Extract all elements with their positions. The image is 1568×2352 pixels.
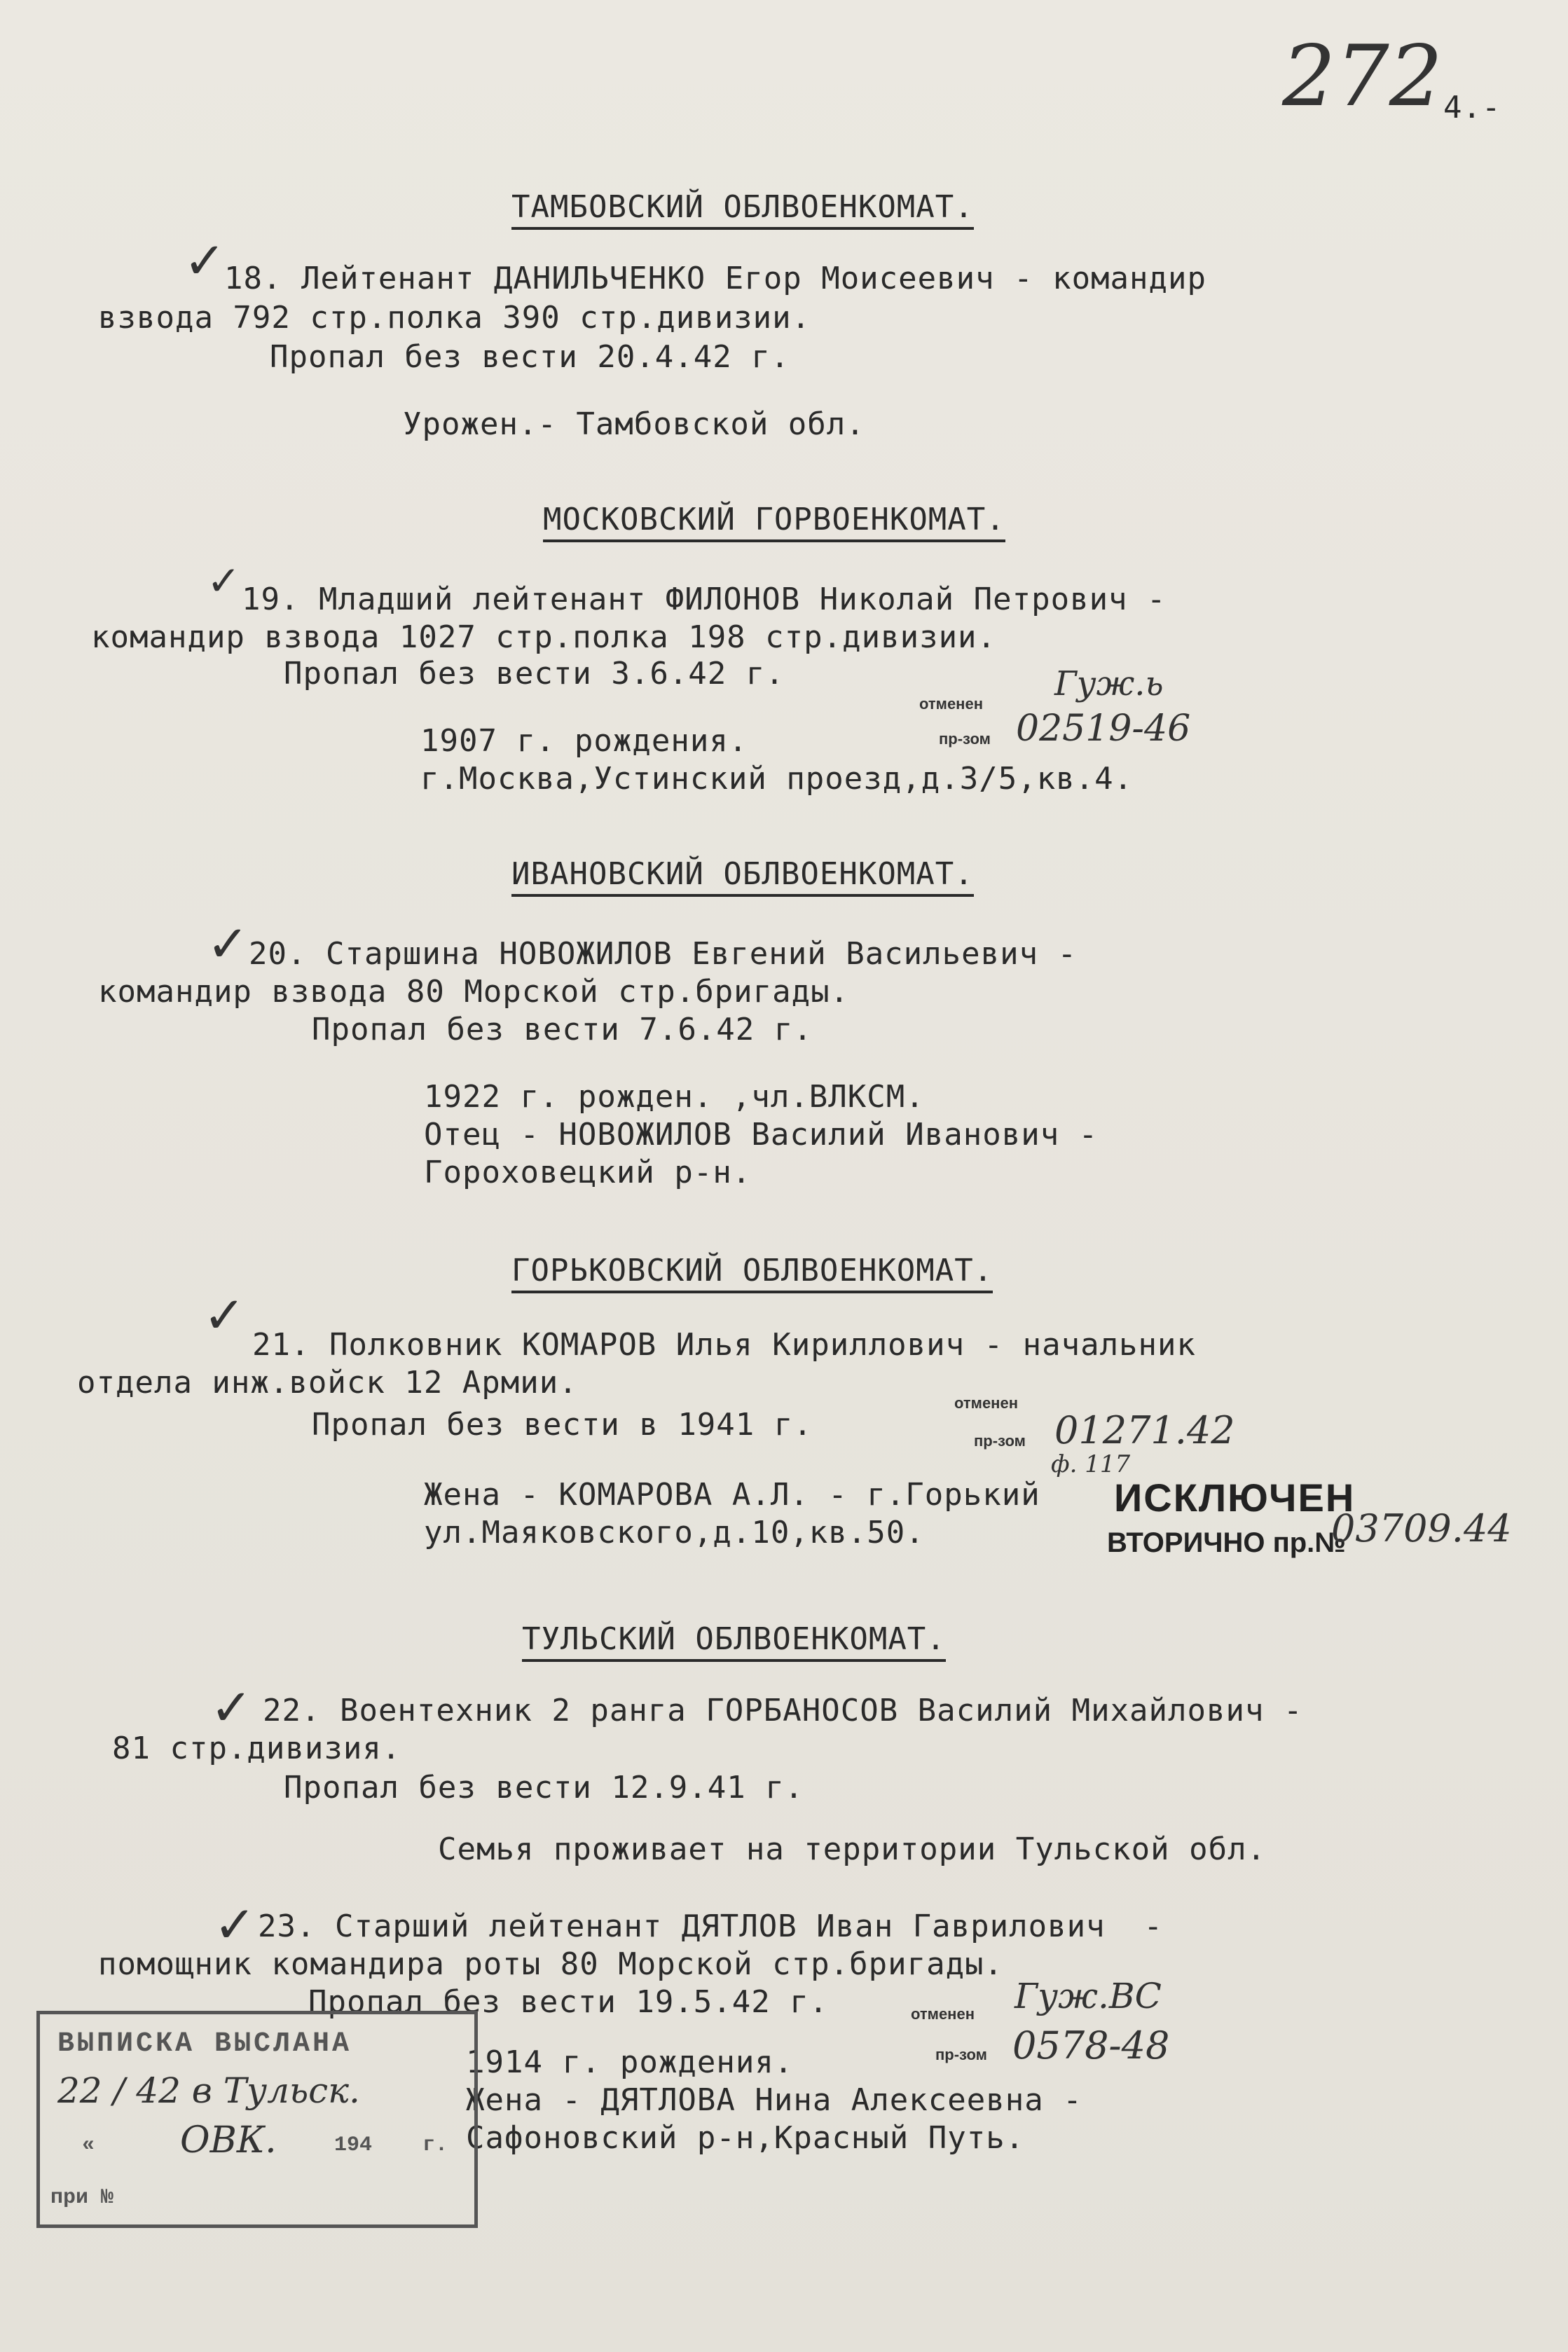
entry-23-line3: Пропал без вести 19.5.42 г.	[308, 1984, 829, 2020]
cancelled-label: отменен	[954, 1394, 1018, 1412]
entry-23-info3: Сафоновский р-н,Красный Путь.	[466, 2120, 1025, 2156]
entry-23-line1: 23. Старший лейтенант ДЯТЛОВ Иван Гаврилович -	[258, 1909, 1164, 1944]
excluded-stamp-order-prefix: ВТОРИЧНО пр.№	[1107, 1527, 1346, 1558]
entry-22-line2: 81 стр.дивизия.	[112, 1731, 401, 1766]
entry-23-info1: 1914 г. рождения.	[466, 2044, 794, 2080]
page-number: 4.-	[1443, 90, 1501, 125]
order-label: пр-зом	[939, 730, 991, 748]
section-header-moscow: МОСКОВСКИЙ ГОРВОЕНКОМАТ.	[543, 502, 1005, 542]
archive-number: 272	[1282, 28, 1443, 125]
order-label: пр-зом	[974, 1432, 1026, 1450]
entry-19-line2: командир взвода 1027 стр.полка 198 стр.дивизии.	[91, 619, 997, 655]
checkmark-icon: ✓	[207, 557, 241, 605]
stamp-title: ВЫПИСКА ВЫСЛАНА	[57, 2028, 352, 2060]
handwritten-note: Гуж.ВС	[1015, 1976, 1162, 2016]
checkmark-icon: ✓	[210, 1678, 253, 1737]
entry-19-line3: Пропал без вести 3.6.42 г.	[284, 656, 785, 692]
entry-18-info1: Урожен.- Тамбовской обл.	[403, 406, 865, 442]
entry-20-info1: 1922 г. рожден. ,чл.ВЛКСМ.	[424, 1079, 925, 1115]
stamp-handwritten-line2: ОВК.	[180, 2119, 277, 2161]
entry-21-info2: ул.Маяковского,д.10,кв.50.	[424, 1515, 925, 1550]
entry-19-line1: 19. Младший лейтенант ФИЛОНОВ Николай Петрович -	[242, 582, 1167, 617]
entry-18-line3: Пропал без вести 20.4.42 г.	[270, 339, 790, 375]
handwritten-order-number: 03709.44	[1331, 1506, 1512, 1550]
checkmark-icon: ✓	[207, 914, 249, 973]
entry-22-line1: 22. Воентехник 2 ранга ГОРБАНОСОВ Василий Михайлович -	[263, 1693, 1303, 1728]
handwritten-note: Гуж.ь	[1054, 664, 1164, 703]
handwritten-order-number: 02519-46	[1016, 708, 1191, 750]
entry-22-info1: Семья проживает на территории Тульской обл.	[438, 1831, 1267, 1867]
handwritten-order-number: 01271.42	[1054, 1408, 1235, 1452]
entry-21-info1: Жена - КОМАРОВА А.Л. - г.Горький	[424, 1477, 1040, 1513]
handwritten-fund-number: ф. 117	[1051, 1450, 1131, 1478]
entry-21-line1: 21. Полковник КОМАРОВ Илья Кириллович - начальник	[252, 1327, 1197, 1363]
section-header-tula: ТУЛЬСКИЙ ОБЛВОЕНКОМАТ.	[522, 1621, 946, 1662]
stamp-handwritten-line1: 22 / 42 в Тульск.	[57, 2070, 360, 2111]
entry-18-line2: взвода 792 стр.полка 390 стр.дивизии.	[98, 300, 811, 336]
section-header-gorky: ГОРЬКОВСКИЙ ОБЛВОЕНКОМАТ.	[511, 1253, 993, 1293]
entry-23-line2: помощник командира роты 80 Морской стр.бригады.	[98, 1946, 1004, 1982]
checkmark-icon: ✓	[184, 231, 226, 290]
checkmark-icon: ✓	[214, 1895, 256, 1954]
entry-18-line1: 18. Лейтенант ДАНИЛЬЧЕНКО Егор Моисеевич - командир	[224, 261, 1207, 296]
entry-20-info2: Отец - НОВОЖИЛОВ Василий Иванович -	[424, 1117, 1099, 1153]
stamp-pri-number: при №	[50, 2186, 114, 2210]
handwritten-order-number: 0578-48	[1012, 2023, 1170, 2068]
entry-20-line3: Пропал без вести 7.6.42 г.	[312, 1012, 813, 1047]
cancelled-label: отменен	[919, 695, 983, 713]
entry-20-info3: Гороховецкий р-н.	[424, 1155, 752, 1190]
entry-22-line3: Пропал без вести 12.9.41 г.	[284, 1770, 804, 1806]
cancelled-label: отменен	[911, 2005, 975, 2023]
entry-20-line1: 20. Старшина НОВОЖИЛОВ Евгений Васильевич -	[249, 936, 1078, 972]
entry-19-info2: г.Москва,Устинский проезд,д.3/5,кв.4.	[420, 761, 1134, 797]
entry-21-line2: отдела инж.войск 12 Армии.	[77, 1365, 578, 1401]
sent-extract-stamp	[36, 2011, 478, 2228]
entry-21-line3: Пропал без вести в 1941 г.	[312, 1407, 813, 1443]
order-label: пр-зом	[935, 2046, 987, 2063]
stamp-year: 194 г.	[334, 2133, 448, 2157]
entry-20-line2: командир взвода 80 Морской стр.бригады.	[98, 974, 850, 1010]
entry-19-info1: 1907 г. рождения.	[420, 723, 748, 759]
checkmark-icon: ✓	[203, 1286, 246, 1345]
stamp-quote: «	[82, 2133, 95, 2157]
section-header-tambov: ТАМБОВСКИЙ ОБЛВОЕНКОМАТ.	[511, 189, 974, 230]
section-header-ivanovo: ИВАНОВСКИЙ ОБЛВОЕНКОМАТ.	[511, 856, 974, 897]
excluded-stamp: ИСКЛЮЧЕН	[1114, 1476, 1356, 1520]
entry-23-info2: Жена - ДЯТЛОВА Нина Алексеевна -	[466, 2082, 1082, 2118]
